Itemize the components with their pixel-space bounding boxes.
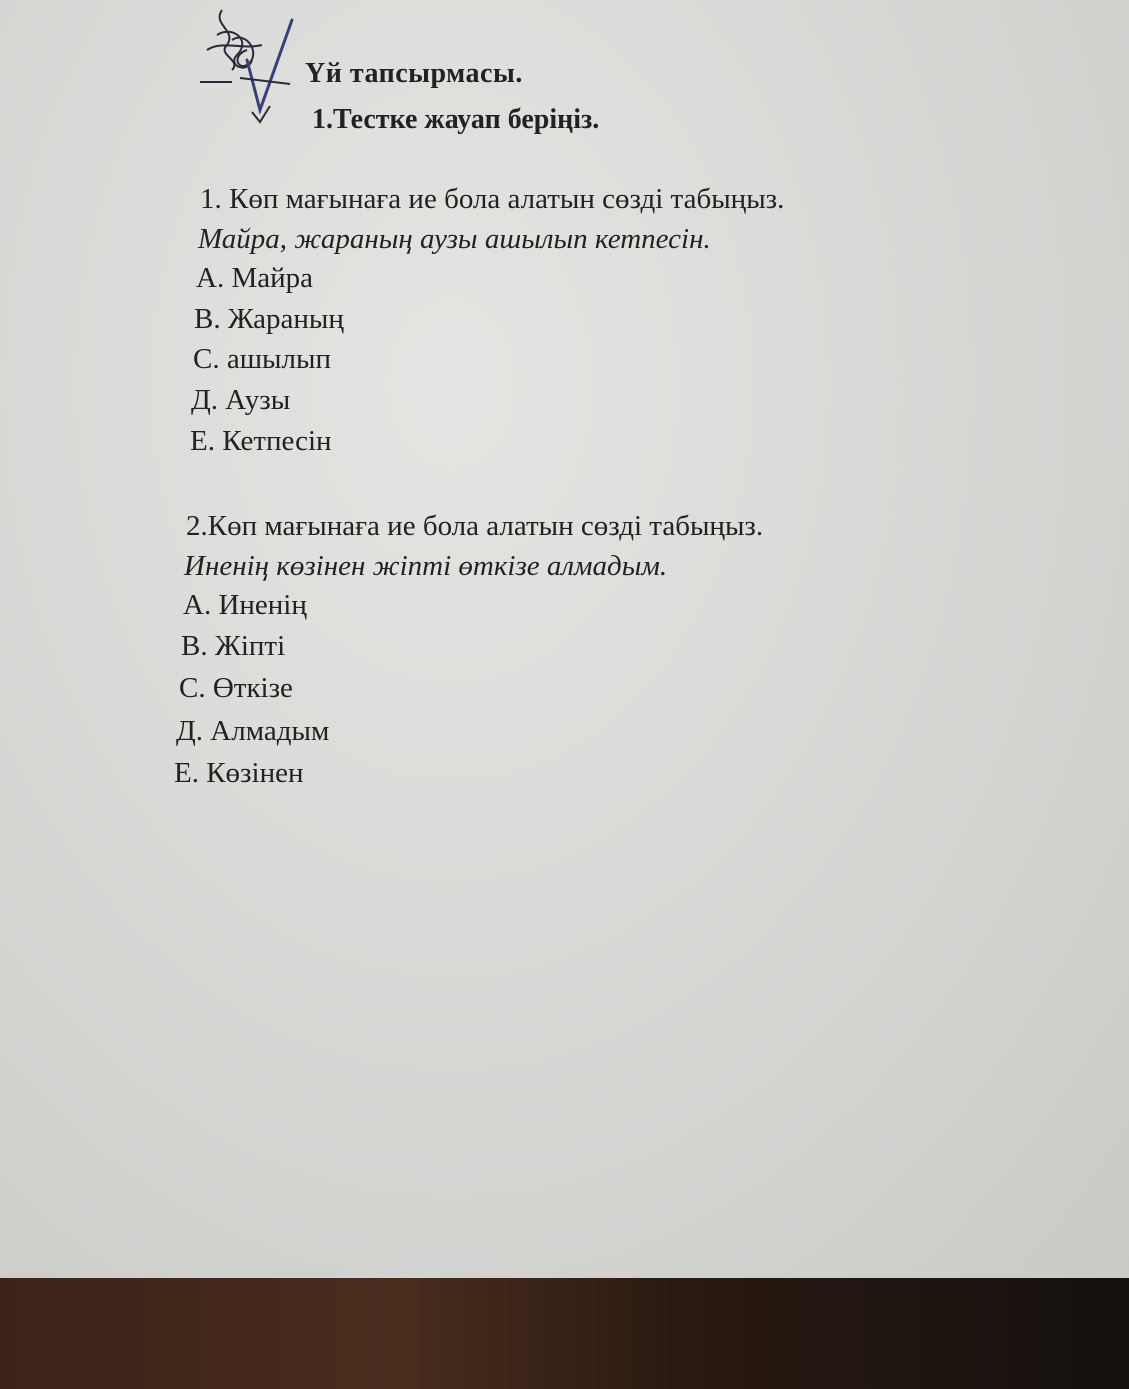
question-2-option-b: В. Жіпті (181, 630, 286, 662)
handwritten-scribble (192, 0, 312, 140)
question-1-option-c: С. ашылып (193, 343, 332, 375)
question-2-option-a: А. Иненің (183, 589, 307, 621)
question-2-example: Иненің көзінен жіпті өткізе алмадым. (184, 550, 668, 582)
question-2-prompt: 2.Көп мағынаға ие бола алатын сөзді табыңыз. (186, 510, 764, 542)
instruction-subtitle: 1.Тестке жауап беріңіз. (312, 104, 600, 135)
homework-title: Үй тапсырмасы. (305, 58, 523, 89)
question-1-example: Майра, жараның аузы ашылып кетпесін. (198, 223, 711, 255)
table-background (0, 1278, 1129, 1389)
question-1-option-b: В. Жараның (194, 303, 344, 335)
question-2-option-e: Е. Көзінен (174, 757, 304, 789)
question-2-option-c: С. Өткізе (179, 672, 293, 704)
question-2-option-d: Д. Алмадым (176, 715, 330, 747)
question-1-option-d: Д. Аузы (191, 384, 291, 416)
question-1-prompt: 1. Көп мағынаға ие бола алатын сөзді табыңыз. (200, 183, 785, 215)
question-1-option-e: Е. Кетпесін (190, 425, 332, 457)
question-1-option-a: А. Майра (196, 262, 313, 294)
